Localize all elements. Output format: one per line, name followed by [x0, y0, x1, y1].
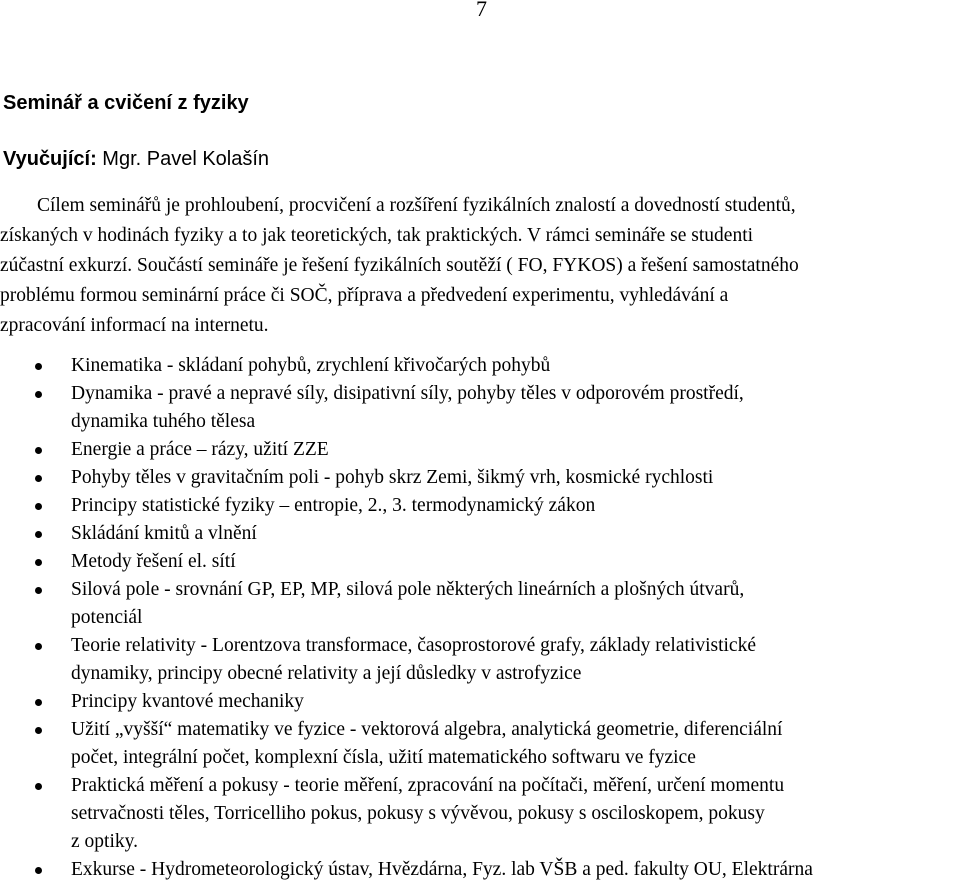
topic-line: počet, integrální počet, komplexní čísla, užití matematického softwaru ve fyzice — [71, 747, 696, 768]
intro-line: Cílem seminářů je prohloubení, procvičení a rozšíření fyzikálních znalostí a dovedností studentů, — [37, 195, 796, 216]
bullet-icon — [35, 699, 42, 706]
topic-list-item — [0, 716, 960, 772]
intro-paragraph — [0, 191, 958, 341]
bullet-icon — [35, 587, 42, 594]
topic-list-item — [0, 520, 960, 548]
document-title: Seminář a cvičení z fyziky — [3, 92, 249, 114]
bullet-icon — [35, 559, 42, 566]
bullet-icon — [35, 363, 42, 370]
topic-list-item — [0, 548, 960, 576]
bullet-icon — [35, 447, 42, 454]
topic-line: Dynamika - pravé a nepravé síly, disipativní síly, pohyby těles v odporovém prostředí, — [71, 383, 744, 404]
topic-list-item — [0, 436, 960, 464]
topic-line: Pohyby těles v gravitačním poli - pohyb skrz Zemi, šikmý vrh, kosmické rychlosti — [71, 467, 714, 488]
intro-line: zúčastní exkurzí. Součástí semináře je řešení fyzikálních soutěží ( FO, FYKOS) a řešení samostatného — [0, 255, 799, 276]
teacher-label: Vyučující: — [3, 148, 97, 170]
topic-line: Energie a práce – rázy, užití ZZE — [71, 439, 329, 460]
bullet-icon — [35, 783, 42, 790]
teacher-name: Mgr. Pavel Kolašín — [102, 148, 270, 170]
topic-list-item — [0, 464, 960, 492]
topic-list-item — [0, 632, 960, 688]
topic-line: Praktická měření a pokusy - teorie měření, zpracování na počítači, měření, určení momentu — [71, 775, 785, 796]
topic-line: z optiky. — [71, 831, 138, 852]
topic-list-item — [0, 576, 960, 632]
topic-line: dynamika tuhého tělesa — [71, 411, 256, 432]
topic-line: Principy statistické fyziky – entropie, 2., 3. termodynamický zákon — [71, 495, 596, 516]
bullet-icon — [35, 643, 42, 650]
topic-line: Principy kvantové mechaniky — [71, 691, 304, 712]
bullet-icon — [35, 727, 42, 734]
bullet-icon — [35, 391, 42, 398]
topic-line: Silová pole - srovnání GP, EP, MP, silová pole některých lineárních a plošných útvarů, — [71, 579, 745, 600]
topic-list-item — [0, 352, 960, 380]
topic-list-item — [0, 772, 960, 856]
topic-list-item — [0, 856, 960, 884]
bullet-icon — [35, 867, 42, 874]
topic-line: Teorie relativity - Lorentzova transformace, časoprostorové grafy, základy relativistické — [71, 635, 756, 656]
teacher-line — [3, 145, 269, 173]
topic-line: Skládání kmitů a vlnění — [71, 523, 257, 544]
topic-list-item — [0, 380, 960, 436]
bullet-icon — [35, 531, 42, 538]
bullet-icon — [35, 503, 42, 510]
topic-line: Kinematika - skládaní pohybů, zrychlení křivočarých pohybů — [71, 355, 551, 376]
topic-line: Exkurse - Hydrometeorologický ústav, Hvězdárna, Fyz. lab VŠB a ped. fakulty OU, Elektrárna — [71, 859, 813, 880]
topic-list-item — [0, 492, 960, 520]
topic-line: Metody řešení el. sítí — [71, 551, 236, 572]
intro-line: získaných v hodinách fyziky a to jak teoretických, tak praktických. V rámci semináře se studenti — [0, 225, 754, 246]
intro-line: zpracování informací na internetu. — [0, 315, 269, 336]
intro-line: problému formou seminární práce či SOČ, příprava a předvedení experimentu, vyhledávání a — [0, 285, 729, 306]
topic-line: Užití „vyšší“ matematiky ve fyzice - vektorová algebra, analytická geometrie, diferenciální — [71, 719, 783, 740]
bullet-icon — [35, 475, 42, 482]
topic-line: dynamiky, principy obecné relativity a její důsledky v astrofyzice — [71, 663, 582, 684]
topic-line: setrvačnosti těles, Torricelliho pokus, pokusy s vývěvou, pokusy s osciloskopem, pokusy — [71, 803, 765, 824]
page-number: 7 — [476, 0, 487, 21]
topic-line: potenciál — [71, 607, 143, 628]
topic-list-item — [0, 688, 960, 716]
topic-list — [0, 352, 960, 884]
